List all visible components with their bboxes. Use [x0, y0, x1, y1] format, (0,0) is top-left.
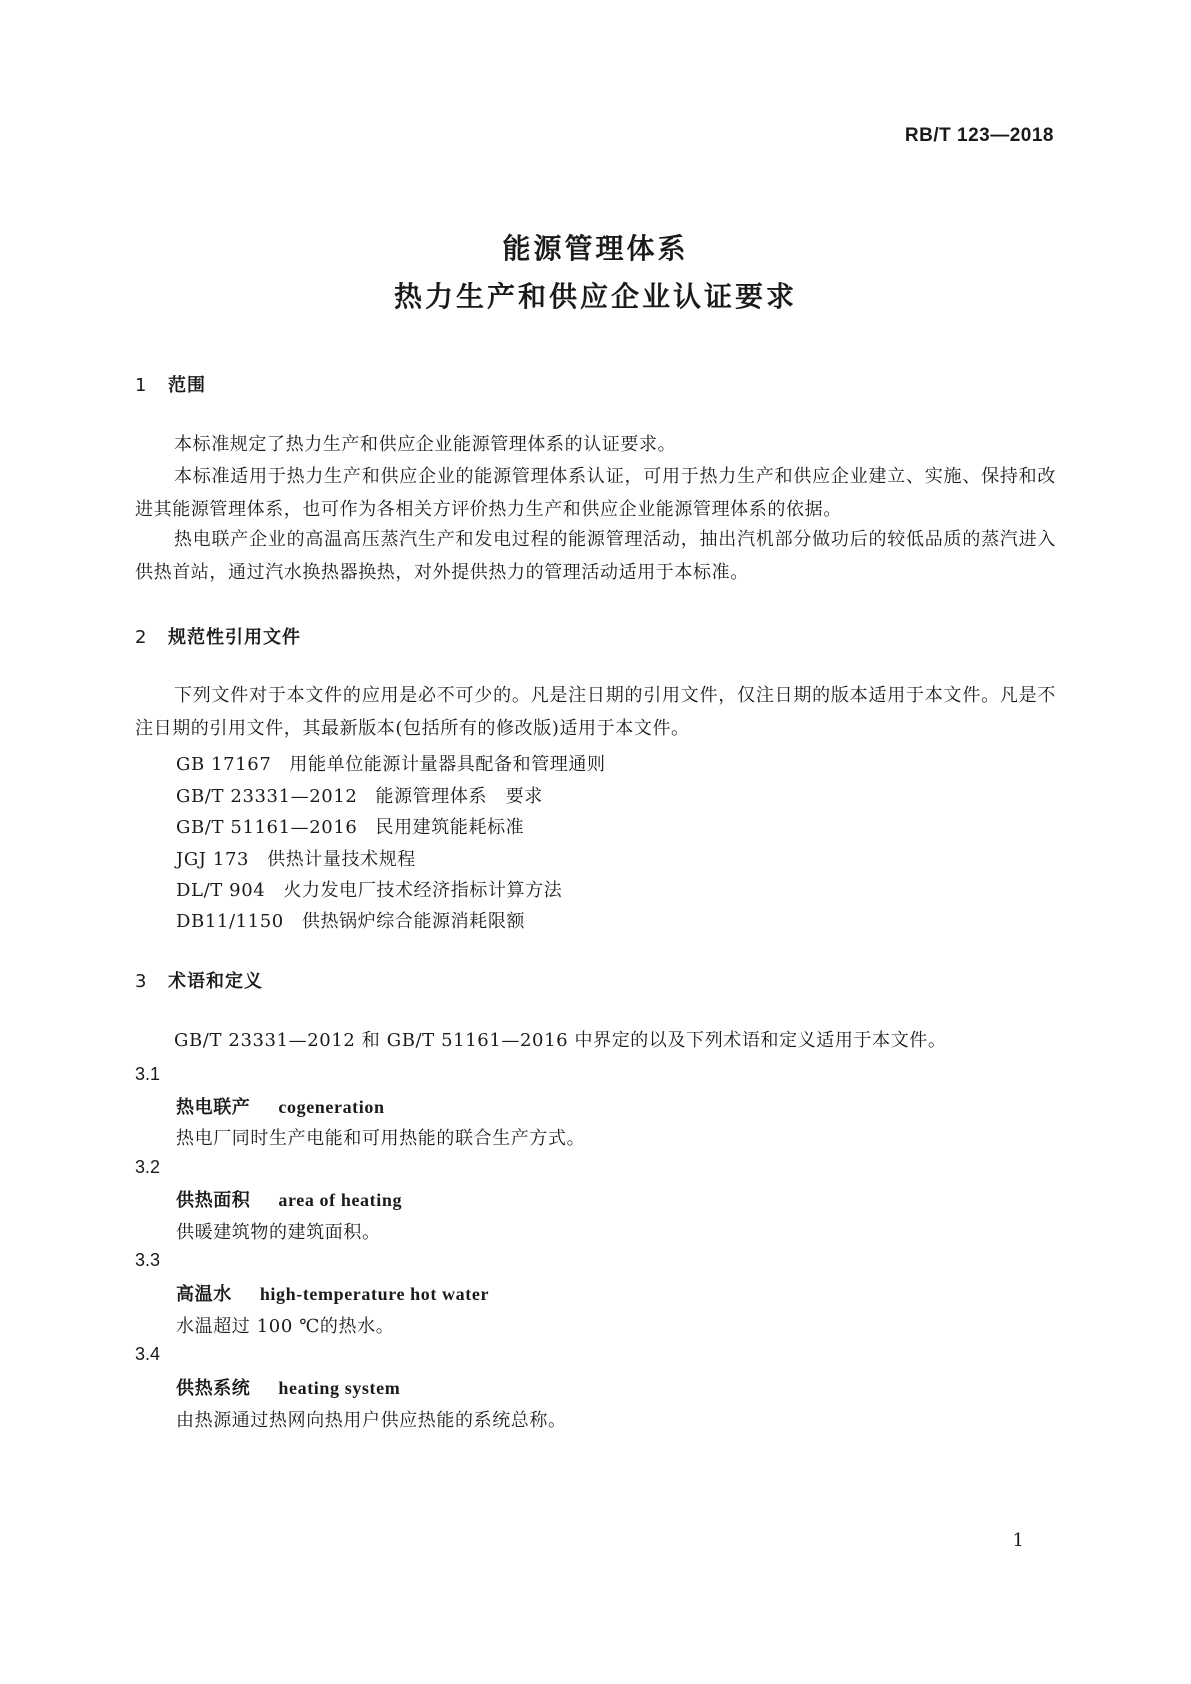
reference-code: JGJ 173 [176, 849, 250, 870]
reference-code: DL/T 904 [176, 880, 266, 901]
term-en: high-temperature hot water [259, 1284, 490, 1304]
section-title: 规范性引用文件 [168, 627, 301, 648]
term-en: heating system [278, 1378, 401, 1398]
reference-name: 火力发电厂技术经济指标计算方法 [283, 880, 563, 901]
section-1-para-2: 本标准适用于热力生产和供应企业的能源管理体系认证，可用于热力生产和供应企业建立、实施、保持和改进其能源管理体系，也可作为各相关方评价热力生产和供应企业能源管理体系的依据。 [135, 466, 1056, 520]
reference-item [176, 845, 416, 871]
term-title [176, 1093, 385, 1119]
reference-item [176, 907, 525, 933]
term-zh: 供热系统 [176, 1378, 251, 1399]
term-title [176, 1374, 400, 1400]
reference-code: GB 17167 [176, 754, 272, 775]
term-definition: 供暖建筑物的建筑面积。 [176, 1222, 381, 1243]
reference-name: 民用建筑能耗标准 [375, 817, 525, 838]
reference-name: 能源管理体系 要求 [375, 786, 543, 807]
term-number: 3.4 [135, 1344, 161, 1364]
term-zh: 供热面积 [176, 1190, 251, 1211]
term-definition: 由热源通过热网向热用户供应热能的系统总称。 [176, 1410, 567, 1431]
term-title [176, 1186, 402, 1212]
reference-item [176, 750, 606, 776]
term-number: 3.2 [135, 1157, 161, 1177]
reference-code: DB11/1150 [176, 911, 284, 932]
reference-name: 供热计量技术规程 [267, 849, 416, 870]
section-number: 3 [135, 971, 148, 992]
section-title: 范围 [168, 375, 206, 396]
title-line-1: 能源管理体系 [502, 232, 689, 265]
reference-name: 供热锅炉综合能源消耗限额 [301, 911, 526, 932]
section-1-para-1: 本标准规定了热力生产和供应企业能源管理体系的认证要求。 [174, 434, 677, 455]
term-en: cogeneration [278, 1097, 385, 1117]
reference-item [176, 876, 562, 902]
term-title [176, 1280, 489, 1306]
reference-code: GB/T 51161—2016 [176, 817, 358, 838]
term-number: 3.3 [135, 1250, 161, 1270]
section-3-intro: GB/T 23331—2012 和 GB/T 51161—2016 中界定的以及下列术语和定义适用于本文件。 [174, 1030, 947, 1051]
section-number: 2 [135, 627, 148, 648]
standard-code: RB/T 123—2018 [904, 125, 1054, 146]
section-number: 1 [135, 375, 148, 396]
reference-item [176, 813, 524, 839]
reference-code: GB/T 23331—2012 [176, 786, 358, 807]
reference-item [176, 782, 543, 808]
page-number: 1 [1012, 1530, 1024, 1551]
term-en: area of heating [278, 1190, 403, 1210]
term-definition: 热电厂同时生产电能和可用热能的联合生产方式。 [176, 1128, 586, 1149]
term-zh: 热电联产 [176, 1097, 251, 1118]
term-number: 3.1 [135, 1064, 161, 1084]
term-definition: 水温超过 100 ℃的热水。 [176, 1316, 395, 1337]
reference-name: 用能单位能源计量器具配备和管理通则 [289, 754, 606, 775]
section-1-heading [135, 371, 206, 397]
section-3-heading [135, 967, 263, 993]
section-2-heading [135, 623, 301, 649]
section-2-intro: 下列文件对于本文件的应用是必不可少的。凡是注日期的引用文件，仅注日期的版本适用于本文件。凡是不注日期的引用文件，其最新版本(包括所有的修改版)适用于本文件。 [135, 685, 1056, 739]
section-1-para-3: 热电联产企业的高温高压蒸汽生产和发电过程的能源管理活动，抽出汽机部分做功后的较低品质的蒸汽进入供热首站，通过汽水换热器换热，对外提供热力的管理活动适用于本标准。 [135, 529, 1056, 583]
title-line-2: 热力生产和供应企业认证要求 [393, 280, 797, 313]
section-title: 术语和定义 [168, 971, 263, 992]
term-zh: 高温水 [176, 1284, 232, 1305]
